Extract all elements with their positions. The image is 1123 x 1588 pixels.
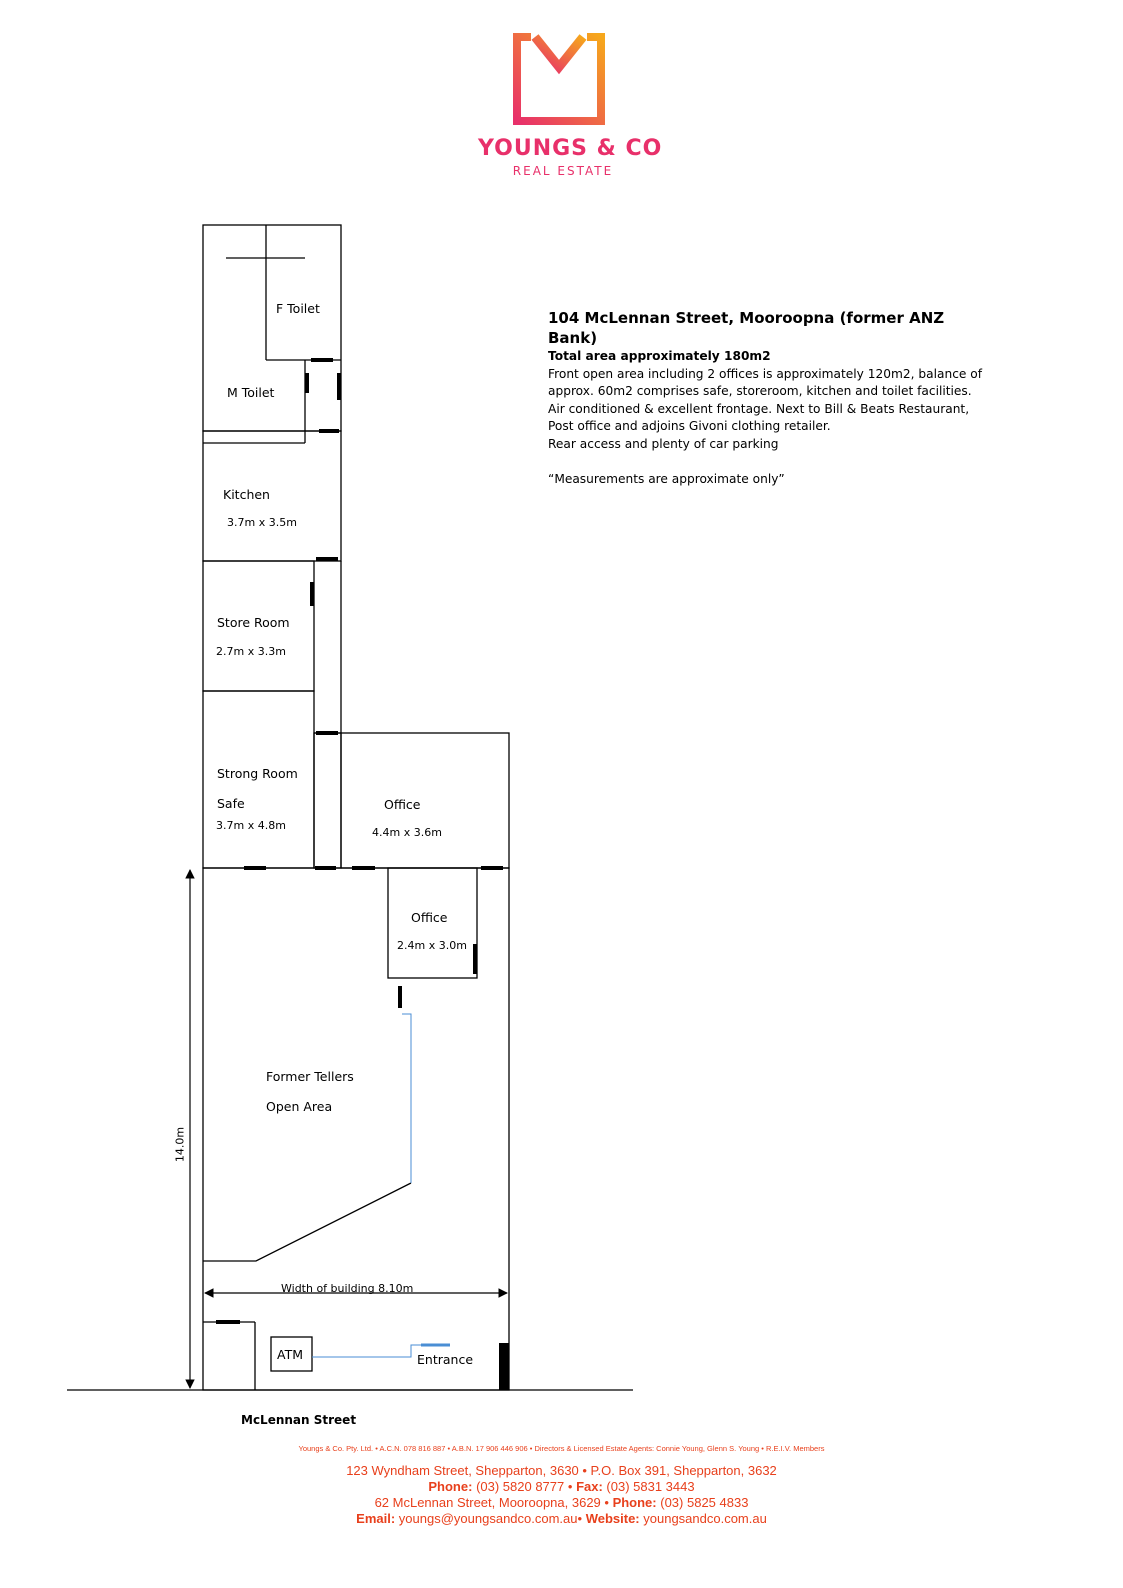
depth-dimension-label: 14.0m (173, 1126, 187, 1163)
office-2-label: Office (411, 910, 448, 925)
m-toilet-label: M Toilet (227, 385, 275, 400)
strong-room-safe-label: Safe (217, 796, 245, 811)
fax-label: Fax: (576, 1479, 603, 1494)
listing-description-line: Post office and adjoins Givoni clothing retailer. (548, 419, 831, 434)
brand-name: YOUNGS & CO (478, 136, 663, 161)
service-line (402, 1014, 411, 1183)
kitchen-label: Kitchen (223, 487, 270, 502)
listing-total-area: Total area approximately 180m2 (548, 349, 771, 363)
website-label: Website: (585, 1511, 640, 1526)
atm-label: ATM (277, 1347, 304, 1362)
footer-branch-line (0, 1495, 1123, 1511)
listing-note: “Measurements are approximate only” (548, 472, 785, 487)
office-1-label: Office (384, 797, 421, 812)
f-toilet-label: F Toilet (276, 301, 320, 316)
footer-legal: Youngs & Co. Pty. Ltd. • A.C.N. 078 816 887 • A.B.N. 17 906 446 906 • Directors & Licensed Estate Agents: Connie Young, Glenn S. Young • R.E.I.V. Members (298, 1444, 825, 1453)
street-label: McLennan Street (241, 1413, 357, 1427)
separator: • (577, 1511, 583, 1526)
separator: • (567, 1479, 573, 1494)
branch-address: 62 McLennan Street, Mooroopna, 3629 • (374, 1495, 609, 1510)
listing-description-line: approx. 60m2 comprises safe, storeroom, kitchen and toilet facilities. (548, 384, 972, 399)
corridor-outline (314, 733, 341, 868)
store-room-label: Store Room (217, 615, 290, 630)
footer-address: 123 Wyndham Street, Shepparton, 3630 • P.O. Box 391, Shepparton, 3632 (346, 1463, 777, 1478)
kitchen-dimensions: 3.7m x 3.5m (227, 516, 297, 529)
listing-description-line: Front open area including 2 offices is approximately 120m2, balance of (548, 366, 983, 381)
strong-room-label: Strong Room (217, 766, 298, 781)
entrance-label: Entrance (417, 1352, 474, 1367)
fax-number: (03) 5831 3443 (606, 1479, 695, 1494)
listing-description-line: Air conditioned & excellent frontage. Next to Bill & Beats Restaurant, (548, 401, 970, 416)
toilets-room-outline (203, 225, 341, 431)
branch-phone-label: Phone: (612, 1495, 657, 1510)
teller-counter (203, 1183, 411, 1261)
office-1-dimensions: 4.4m x 3.6m (372, 826, 442, 839)
phone-label: Phone: (428, 1479, 473, 1494)
brand-tagline: REAL ESTATE (512, 164, 614, 178)
listing-title: 104 McLennan Street, Mooroopna (former ANZ Bank) (548, 309, 945, 347)
footer-phone-line (0, 1479, 1123, 1495)
website-link[interactable]: youngsandco.com.au (643, 1511, 767, 1526)
listing-description-line: Rear access and plenty of car parking (548, 436, 779, 451)
office-1-outline (341, 733, 509, 868)
entrance-door (499, 1343, 509, 1390)
phone-number[interactable]: (03) 5820 8777 (476, 1479, 565, 1494)
email-link[interactable]: youngs@youngsandco.com.au (398, 1511, 578, 1526)
open-area-sublabel: Open Area (266, 1099, 333, 1114)
store-room-dimensions: 2.7m x 3.3m (216, 645, 286, 658)
strong-room-dimensions: 3.7m x 4.8m (216, 819, 286, 832)
footer (0, 1444, 1123, 1527)
width-dimension-label: Width of building 8.10m (281, 1282, 414, 1295)
footer-contact-line (0, 1511, 1123, 1527)
email-label: Email: (356, 1511, 396, 1526)
branch-phone-number[interactable]: (03) 5825 4833 (660, 1495, 749, 1510)
open-area-label: Former Tellers (266, 1069, 354, 1084)
office-2-dimensions: 2.4m x 3.0m (397, 939, 467, 952)
